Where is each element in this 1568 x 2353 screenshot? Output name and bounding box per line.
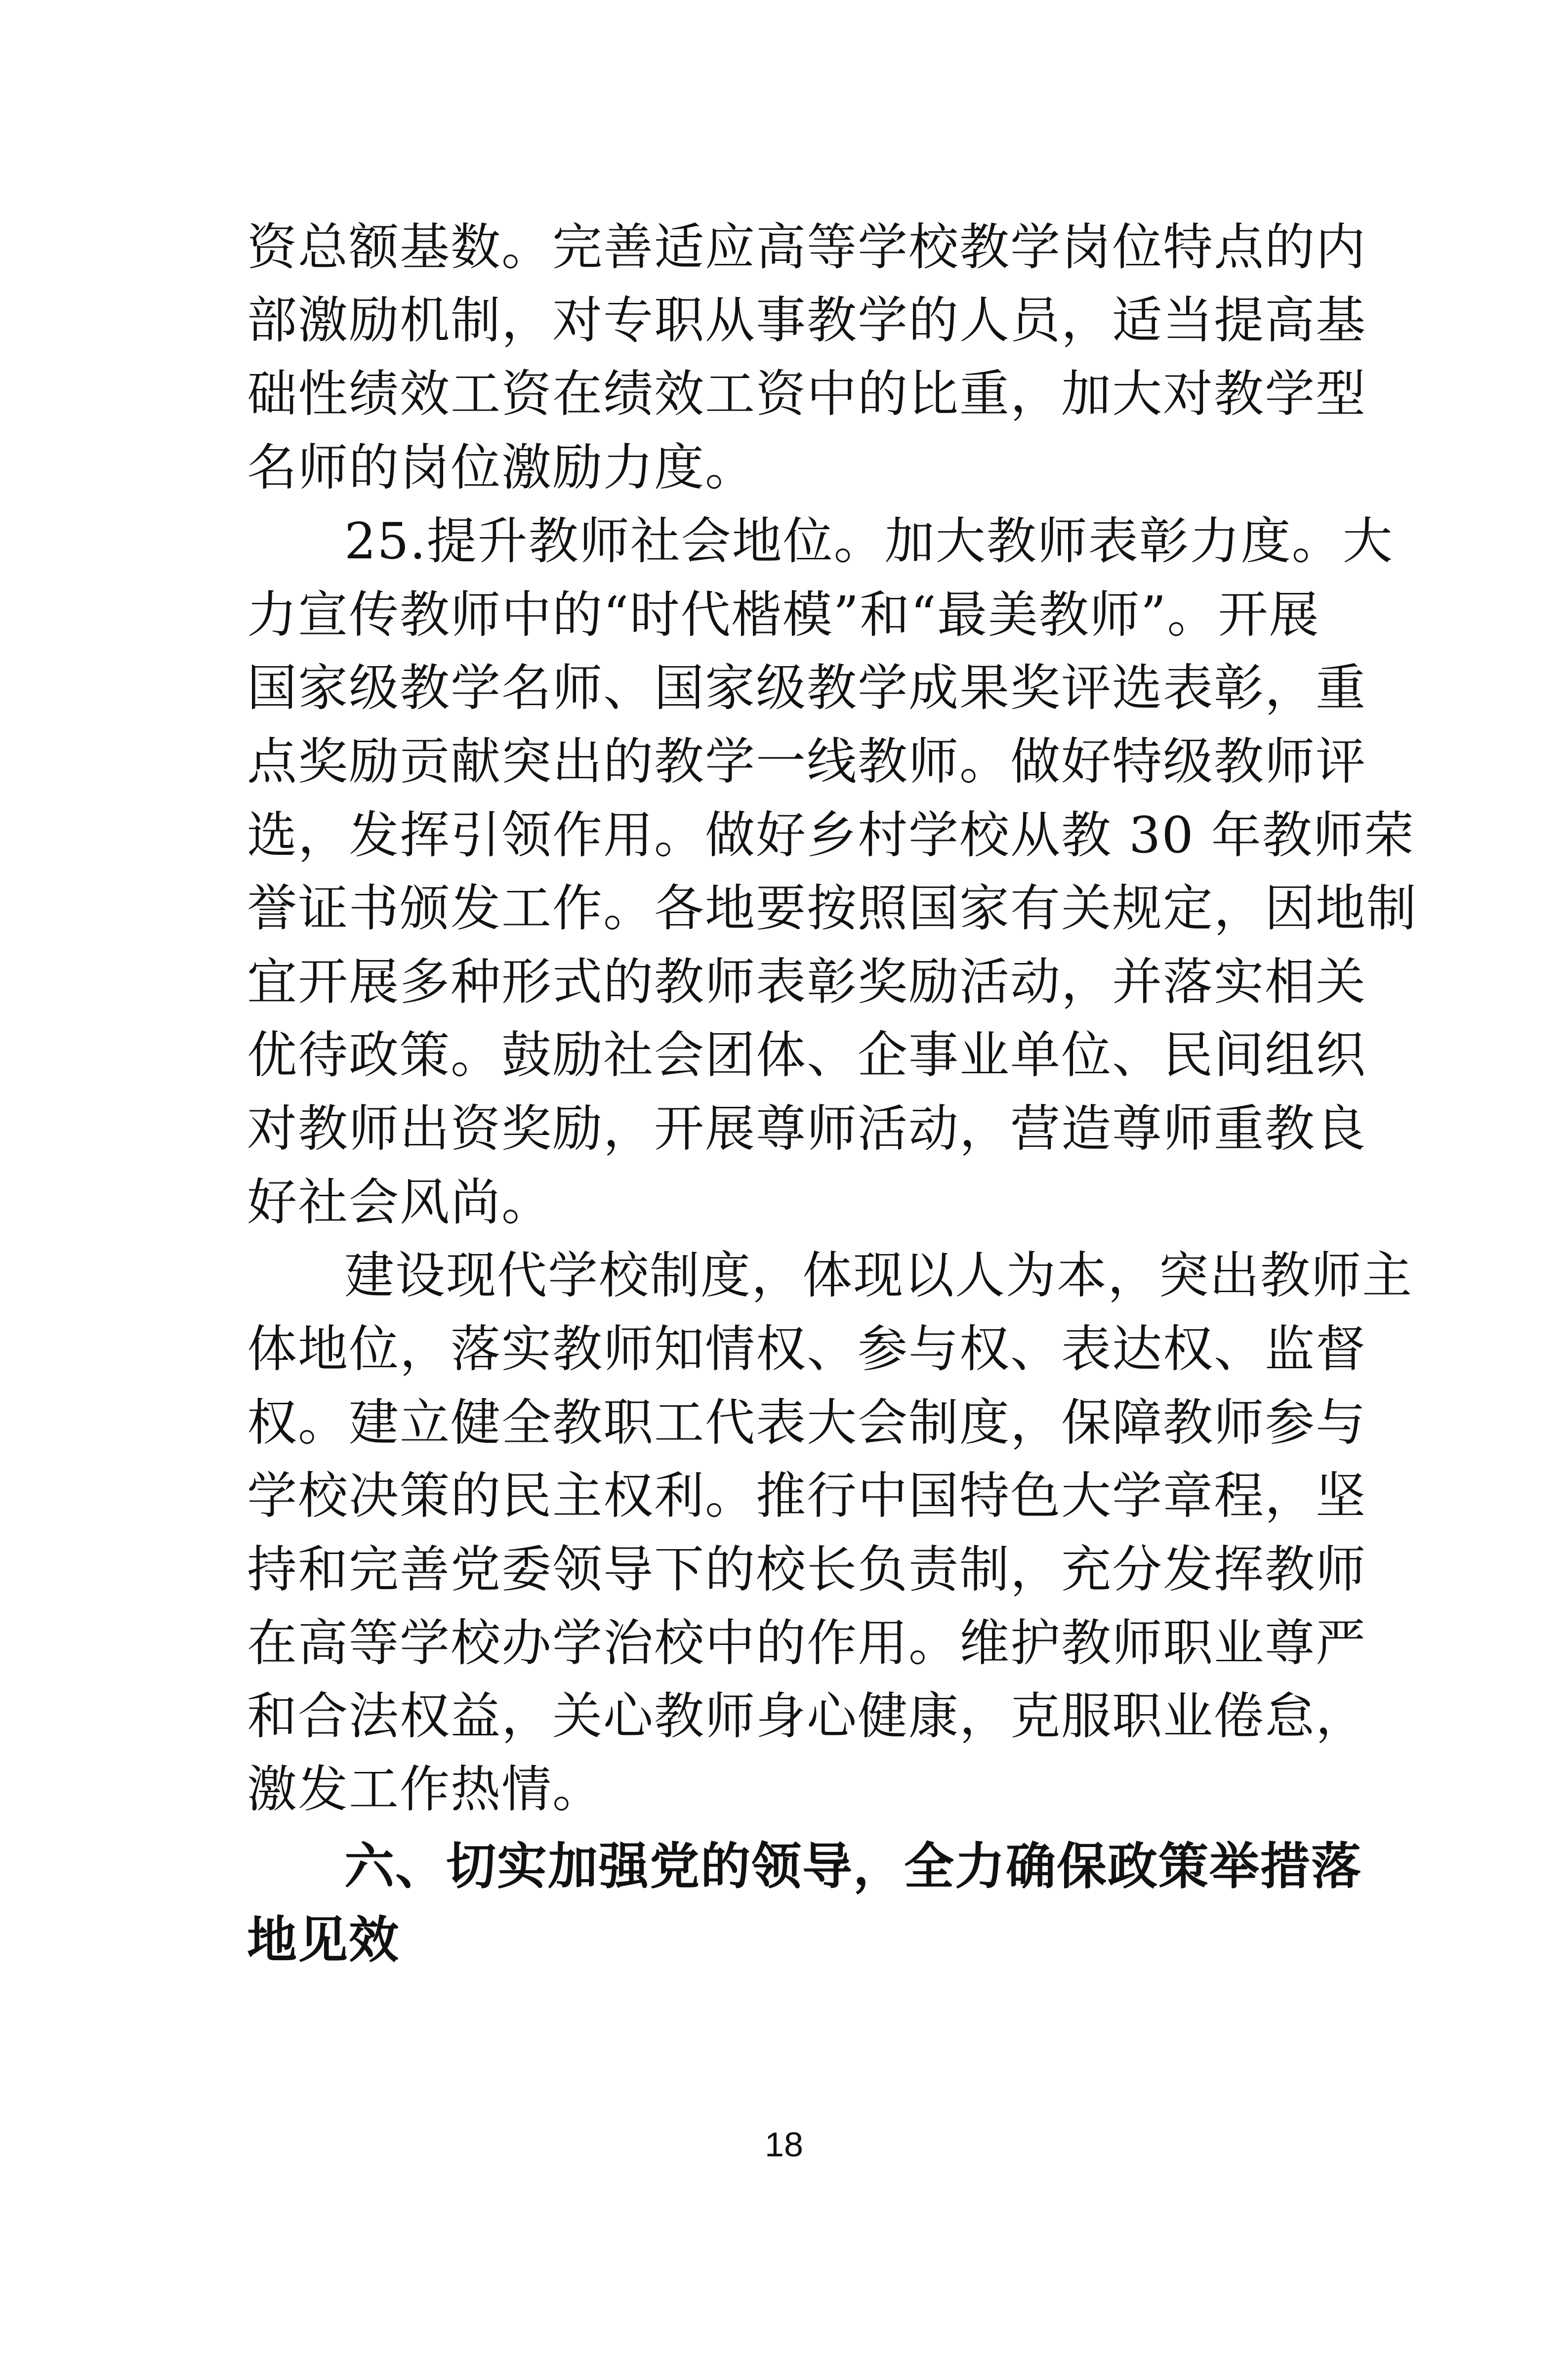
text-line: 誉证书颁发工作。各地要按照国家有关规定，因地制: [247, 879, 1418, 937]
text-line: 础性绩效工资在绩效工资中的比重，加大对教学型: [247, 365, 1367, 423]
paragraph-25-start: 25.提升教师社会地位。加大教师表彰力度。大: [344, 512, 1394, 570]
text-line: 部激励机制，对专职从事教学的人员，适当提高基: [247, 291, 1367, 349]
text-line: 宜开展多种形式的教师表彰奖励活动，并落实相关: [247, 953, 1367, 1011]
text-line: 对教师出资奖励，开展尊师活动，营造尊师重教良: [247, 1099, 1367, 1158]
text-line: 力宣传教师中的“时代楷模”和“最美教师”。开展: [247, 586, 1320, 644]
text-line: 好社会风尚。: [247, 1173, 553, 1231]
section-heading-continued: 地见效: [247, 1911, 400, 1969]
text-line: 学校决策的民主权利。推行中国特色大学章程，坚: [247, 1467, 1367, 1525]
text-line: 持和完善党委领导下的校长负责制，充分发挥教师: [247, 1540, 1367, 1598]
text-line: 资总额基数。完善适应高等学校教学岗位特点的内: [247, 218, 1367, 276]
text-line: 权。建立健全教职工代表大会制度，保障教师参与: [247, 1393, 1367, 1452]
text-line: 在高等学校办学治校中的作用。维护教师职业尊严: [247, 1614, 1367, 1672]
page-number: 18: [765, 2125, 803, 2164]
text-line: 激发工作热情。: [247, 1760, 604, 1818]
section-heading: 六、切实加强党的领导，全力确保政策举措落: [344, 1837, 1362, 1895]
text-line: 和合法权益，关心教师身心健康，克服职业倦怠，: [247, 1687, 1367, 1745]
text-line: 点奖励贡献突出的教学一线教师。做好特级教师评: [247, 732, 1367, 791]
text-line: 体地位，落实教师知情权、参与权、表达权、监督: [247, 1320, 1367, 1378]
text-line: 优待政策。鼓励社会团体、企事业单位、民间组织: [247, 1026, 1367, 1084]
text-line: 国家级教学名师、国家级教学成果奖评选表彰，重: [247, 659, 1367, 717]
paragraph-school-system-start: 建设现代学校制度，体现以人为本，突出教师主: [344, 1246, 1413, 1304]
text-line: 名师的岗位激励力度。: [247, 438, 756, 497]
text-line: 选，发挥引领作用。做好乡村学校从教 30 年教师荣: [247, 806, 1415, 864]
